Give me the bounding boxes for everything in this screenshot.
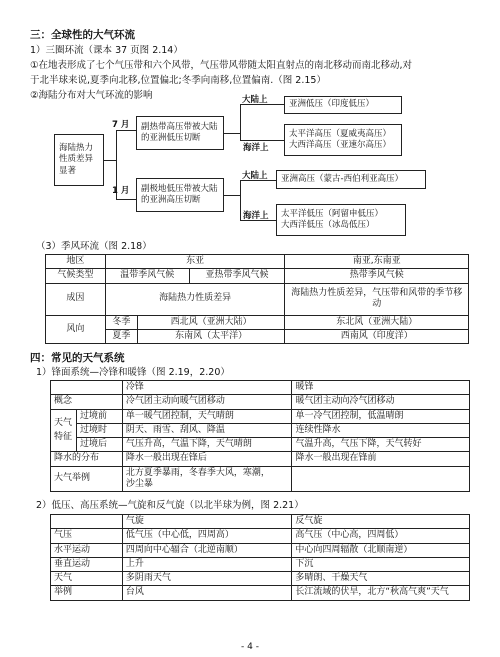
- table-cell: 四周向中心辐合（北逆南顺）: [122, 543, 292, 557]
- table-row: [46, 329, 469, 343]
- table-cell: 东北风（亚洲大陆）: [285, 315, 469, 329]
- land-label: 大陆上: [242, 95, 268, 105]
- row-sublabel: 过境时: [76, 423, 122, 437]
- table-cell: 海陆热力性质差异，气压带和风带的季节移动: [285, 283, 469, 315]
- paragraph: ②海陆分布对大气环流的影响: [30, 90, 153, 101]
- diagram-right-box: [284, 124, 402, 156]
- connector: [240, 180, 241, 220]
- table-header: 暖锋: [292, 381, 470, 395]
- table-row: [51, 572, 470, 586]
- table-cell: 降水一般出现在锋前: [292, 452, 470, 466]
- table-cell: 台风: [122, 586, 292, 600]
- july-label: 7 月: [112, 120, 130, 130]
- table-cell: 中心向四周辐散（北顺南逆）: [292, 543, 470, 557]
- table-cell: 单一冷气团控制，低温晴朗: [292, 409, 470, 423]
- paragraph: 1）三圈环流（课本 37 页图 2.14）: [30, 45, 183, 56]
- table-cell: [51, 381, 123, 395]
- table-row: [51, 452, 470, 466]
- season-label: 冬季: [105, 315, 137, 329]
- table-cell: 多晴朗、干燥天气: [292, 572, 470, 586]
- table-row: [46, 315, 469, 329]
- table-cell: [51, 515, 123, 529]
- table-cell: 阴天、雨雪、刮风、降温: [122, 423, 292, 437]
- row-label: 水平运动: [51, 543, 123, 557]
- row-label: 气压: [51, 529, 123, 543]
- table-row: [51, 529, 470, 543]
- table-cell: 温带季风气候: [105, 269, 189, 283]
- box-line: 大西洋低压（冰岛低压）: [281, 220, 375, 230]
- connector: [240, 140, 284, 141]
- table-row: [51, 395, 470, 409]
- row-sublabel: 过境后: [76, 438, 122, 452]
- season-label: 夏季: [105, 329, 137, 343]
- connector: [116, 199, 136, 200]
- table-header: 南亚,东南亚: [285, 255, 469, 269]
- table-row: [51, 557, 470, 571]
- table-row: [46, 283, 469, 315]
- table-cell: 连续性降水: [292, 423, 470, 437]
- cyclone-caption: 2）低压、高压系统—气旋和反气旋（以北半球为例，图 2.21）: [36, 500, 304, 511]
- row-sublabel: 过境前: [76, 409, 122, 423]
- table-row: [51, 586, 470, 600]
- row-label: 天气特征: [51, 409, 77, 452]
- land-label: 大陆上: [242, 171, 268, 181]
- ocean-label: 海洋上: [243, 143, 269, 153]
- table-cell: 亚热带季风气候: [189, 269, 285, 283]
- table-cell: 热带季风气候: [285, 269, 469, 283]
- box-line: 太平洋高压（夏威夷高压）: [289, 128, 392, 139]
- paragraph: ①在地表形成了七个气压带和六个风带，气压带风带随太阳直射点的南北移动而南北移动,对: [30, 60, 413, 71]
- table-header: 东亚: [105, 255, 285, 269]
- box-line: 太平洋低压（阿留申低压）: [281, 208, 384, 219]
- table-cell: 单一暖气团控制，天气晴朗: [122, 409, 292, 423]
- row-label: 气候类型: [46, 269, 106, 283]
- section-4-title: 四：常见的天气系统: [30, 352, 125, 364]
- table-cell: 东南风（太平洋）: [137, 329, 285, 343]
- cell-line: 北方夏季暴雨，冬春季大风，寒潮，: [125, 467, 270, 478]
- connector: [224, 195, 240, 196]
- diagram-right-box: 亚洲高压（蒙古-西伯利亚高压）: [276, 170, 426, 189]
- table-cell: 西南风（印度洋）: [285, 329, 469, 343]
- page-number: - 4 -: [241, 642, 259, 652]
- row-label: 天气: [51, 572, 123, 586]
- box-line: 大西洋高压（亚速尔高压）: [289, 140, 392, 150]
- row-label: 概念: [51, 395, 123, 409]
- connector: [104, 160, 116, 161]
- table-cell: 气温升高，气压下降，天气转好: [292, 438, 470, 452]
- table-row: [51, 381, 470, 395]
- table-row: [51, 423, 470, 437]
- diagram-right-box: 亚洲低压（印度低压）: [284, 96, 402, 114]
- diagram-mid-bottom-box: 副极地低压带被大陆的亚洲高压切断: [136, 178, 224, 212]
- table-row: [46, 255, 469, 269]
- table-header: 地区: [46, 255, 106, 269]
- table-row: [51, 515, 470, 529]
- table-cell: 长江流域的伏旱，北方“秋高气爽”天气: [292, 586, 470, 600]
- monsoon-caption: （3）季风环流（图 2.18）: [36, 241, 152, 252]
- january-label: 1 月: [112, 186, 130, 196]
- row-label: 大气举例: [51, 466, 123, 492]
- diagram-mid-top-box: 副热带高压带被大陆的亚洲低压切断: [136, 116, 224, 150]
- table-row: [51, 409, 470, 423]
- row-label: 成因: [46, 283, 106, 315]
- connector: [240, 104, 241, 140]
- diagram-right-box: [276, 204, 406, 236]
- table-cell: 海陆热力性质差异: [105, 283, 285, 315]
- connector: [224, 133, 240, 134]
- paragraph: 1）锋面系统—冷锋和暖锋（图 2.19，2.20）: [36, 367, 230, 378]
- row-label: 风向: [46, 315, 106, 344]
- table-cell: 西北风（亚洲大陆）: [137, 315, 285, 329]
- section-3-title: 三：全球性的大气环流: [30, 29, 135, 41]
- table-cell: 冷气团主动向暖气团移动: [122, 395, 292, 409]
- table-row: [46, 269, 469, 283]
- cell-line: 沙尘暴: [125, 478, 153, 489]
- row-label: 垂直运动: [51, 557, 123, 571]
- table-cell: [122, 466, 292, 492]
- row-label: 举例: [51, 586, 123, 600]
- row-label: 降水的分布: [51, 452, 123, 466]
- table-header: 反气旋: [292, 515, 470, 529]
- table-cell: 气压升高，气温下降，天气晴朗: [122, 438, 292, 452]
- table-header: 气旋: [122, 515, 292, 529]
- table-row: [51, 543, 470, 557]
- ocean-label: 海洋上: [243, 211, 269, 221]
- table-header: 冷锋: [122, 381, 292, 395]
- table-cell: 多阴雨天气: [122, 572, 292, 586]
- table-cell: 上升: [122, 557, 292, 571]
- table-cell: 低气压（中心低，四周高）: [122, 529, 292, 543]
- monsoon-table: [45, 254, 469, 344]
- paragraph: 于北半球来说,夏季向北移,位置偏北;冬季向南移,位置偏南.（图 2.15）: [30, 75, 326, 86]
- table-cell: [292, 466, 470, 492]
- table-cell: 降水一般出现在锋后: [122, 452, 292, 466]
- fronts-table: [50, 380, 470, 492]
- diagram-left-box: 海陆热力性质差异显著: [54, 134, 104, 186]
- table-row: [51, 438, 470, 452]
- table-cell: 暖气团主动向冷气团移动: [292, 395, 470, 409]
- table-cell: 下沉: [292, 557, 470, 571]
- table-cell: 高气压（中心高，四周低）: [292, 529, 470, 543]
- cyclone-table: [50, 514, 470, 601]
- table-row: [51, 466, 470, 492]
